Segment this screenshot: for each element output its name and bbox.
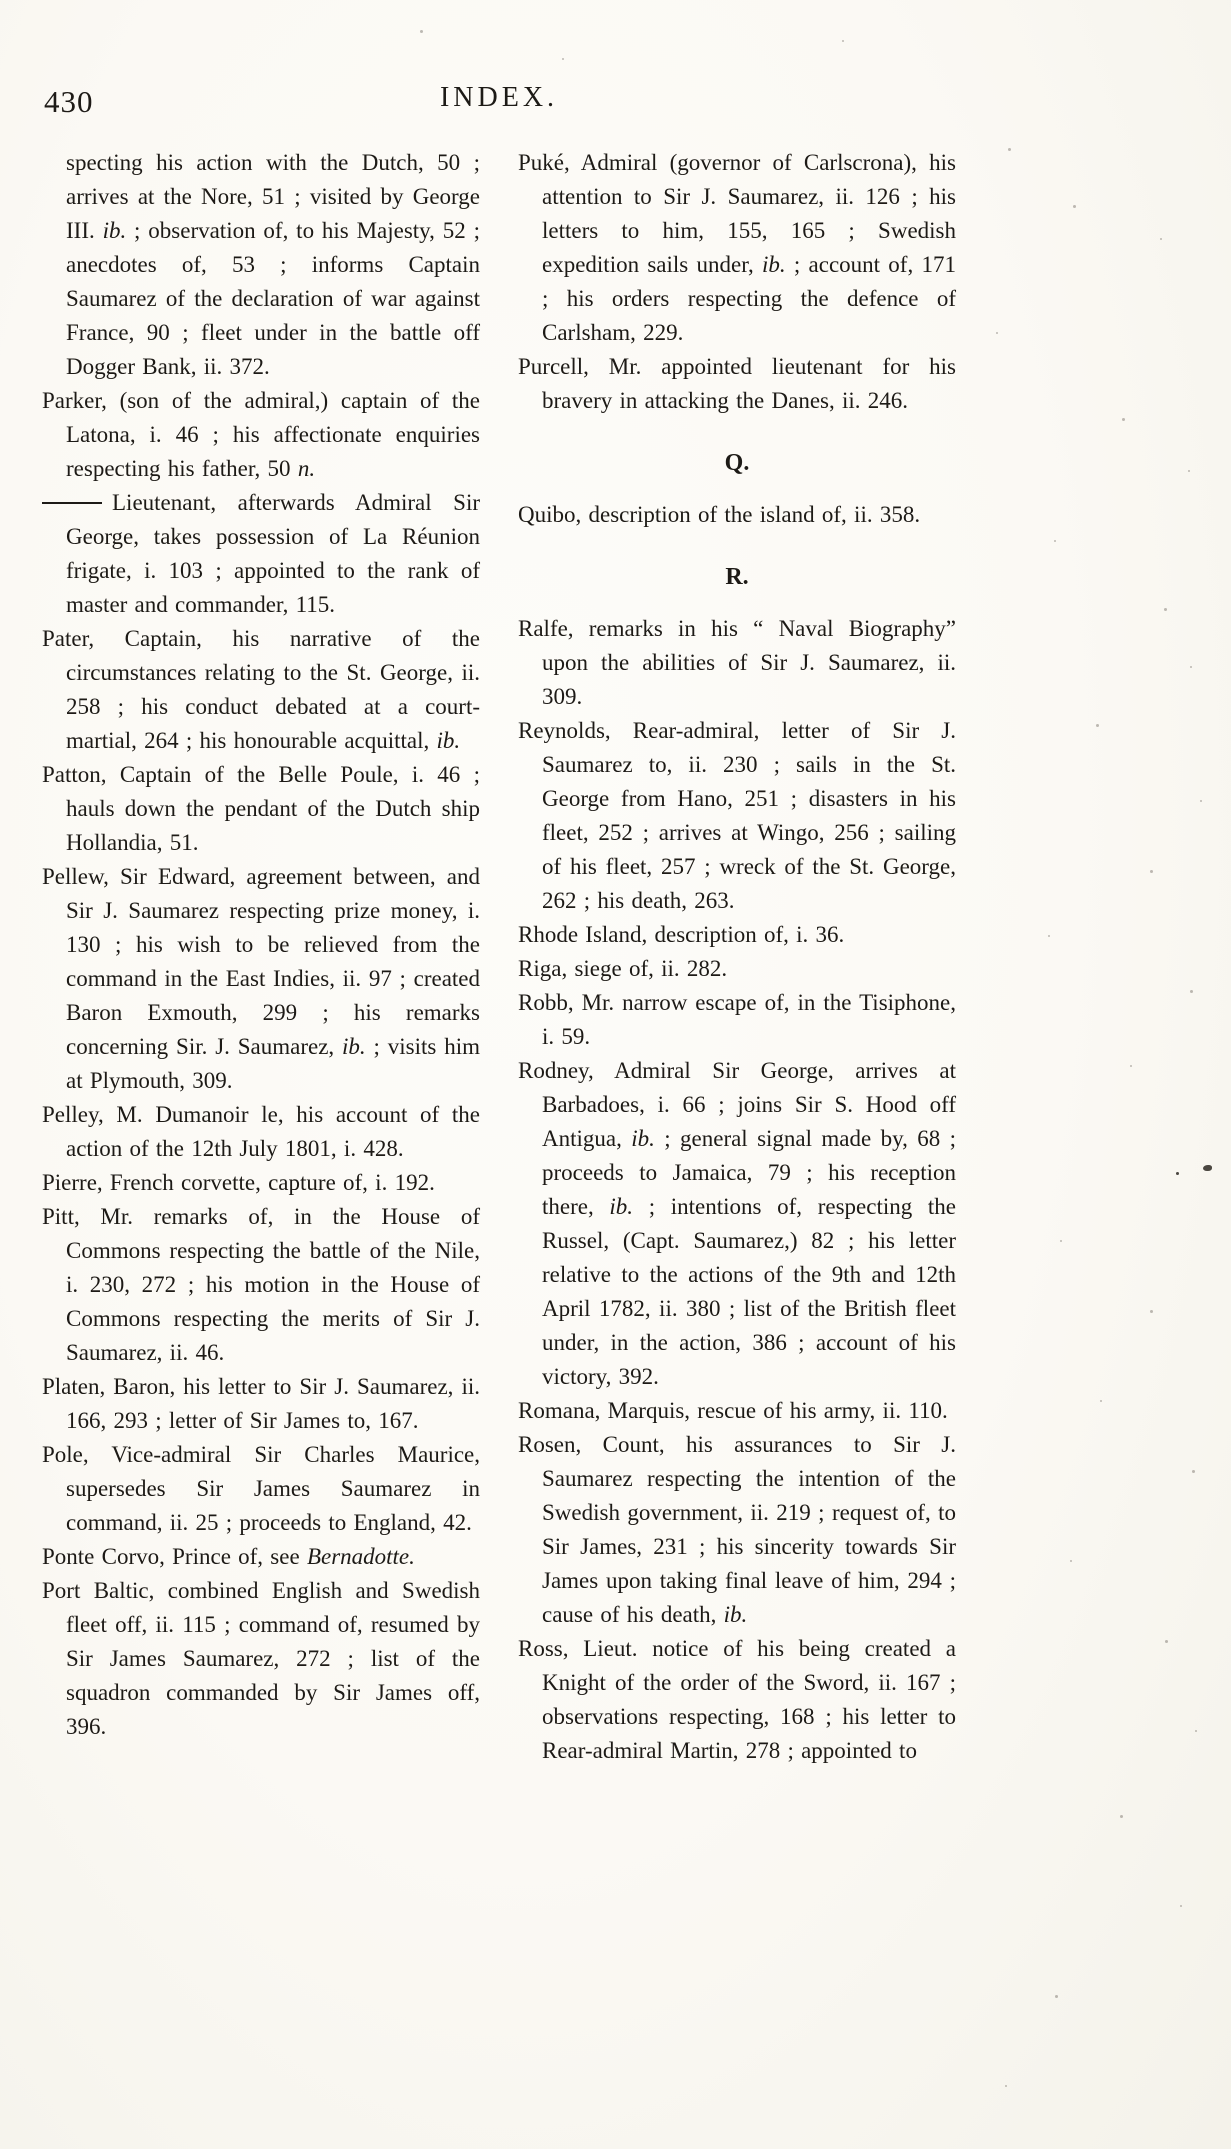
index-entry: Parker, (son of the admiral,) captain of the Latona, i. 46 ; his affectionate enquiries respecting his father, 50 n. bbox=[42, 388, 480, 481]
speckle bbox=[1120, 1815, 1123, 1818]
speckle bbox=[1150, 1310, 1153, 1313]
speckle bbox=[1195, 1730, 1197, 1732]
speckle bbox=[1130, 1065, 1132, 1067]
section-heading: R. bbox=[725, 564, 749, 590]
section-heading: Q. bbox=[724, 450, 750, 476]
ink-blot bbox=[1176, 1172, 1179, 1175]
speckle bbox=[996, 332, 998, 334]
speckle bbox=[1150, 870, 1153, 873]
index-entry: Ponte Corvo, Prince of, see Bernadotte. bbox=[42, 1544, 415, 1569]
page-number: 430 bbox=[44, 84, 94, 119]
index-entry: Pelley, M. Dumanoir le, his account of the action of the 12th July 1801, i. 428. bbox=[42, 1102, 480, 1161]
index-entry: Platen, Baron, his letter to Sir J. Saumarez, ii. 166, 293 ; letter of Sir James to, 167. bbox=[42, 1374, 480, 1433]
speckle bbox=[1190, 990, 1193, 993]
speckle bbox=[842, 40, 844, 42]
speckle bbox=[1100, 1400, 1102, 1402]
speckle bbox=[1008, 148, 1011, 151]
index-entry: Port Baltic, combined English and Swedish fleet off, ii. 115 ; command of, resumed by Sir James Saumarez, 272 ; list of the squadron commanded by Sir James off, 396. bbox=[42, 1578, 480, 1739]
index-entry: Ross, Lieut. notice of his being created a Knight of the order of the Sword, ii. 167 ; observations respecting, 168 ; his letter to Rear-admiral Martin, 278 ; appointed to bbox=[518, 1636, 956, 1763]
speckle bbox=[1164, 608, 1167, 611]
index-entry: Purcell, Mr. appointed lieutenant for his bravery in attacking the Danes, ii. 246. bbox=[518, 354, 956, 413]
speckle bbox=[1200, 800, 1202, 802]
index-entry: Rosen, Count, his assurances to Sir J. Saumarez respecting the intention of the Swedish government, ii. 219 ; request of, to Sir James, 231 ; his sincerity towards Sir James upon taking final leave of him, 294 ; cause of his death, ib. bbox=[518, 1432, 956, 1627]
index-columns bbox=[42, 146, 956, 1768]
index-entry: Patton, Captain of the Belle Poule, i. 46 ; hauls down the pendant of the Dutch ship Hollandia, 51. bbox=[42, 762, 480, 855]
speckle bbox=[1160, 238, 1162, 240]
speckle bbox=[1122, 418, 1125, 421]
running-title: INDEX. bbox=[439, 82, 559, 113]
speckle bbox=[1165, 1640, 1168, 1643]
speckle bbox=[1180, 1905, 1182, 1907]
index-entry: Pierre, French corvette, capture of, i. 192. bbox=[42, 1170, 435, 1195]
ink-blot bbox=[1203, 1165, 1212, 1171]
speckle bbox=[1060, 1240, 1062, 1242]
index-entry: Pitt, Mr. remarks of, in the House of Commons respecting the battle of the Nile, i. 230, 272 ; his motion in the House of Commons respecting the merits of Sir J. Saumarez, ii. 46. bbox=[42, 1204, 480, 1365]
index-entry: Pole, Vice-admiral Sir Charles Maurice, supersedes Sir James Saumarez in command, ii. 25 ; proceeds to England, 42. bbox=[42, 1442, 480, 1535]
speckle bbox=[420, 30, 423, 33]
index-entry: specting his action with the Dutch, 50 ; arrives at the Nore, 51 ; visited by George III. ib. ; observation of, to his Majesty, 52 ; anecdotes of, 53 ; informs Captain Saumarez of the declaration of war against France, 90 ; fleet under in the battle off Dogger Bank, ii. 372. bbox=[66, 150, 480, 379]
speckle bbox=[1096, 724, 1099, 727]
speckle bbox=[1054, 540, 1056, 542]
index-entry: Reynolds, Rear-admiral, letter of Sir J. Saumarez to, ii. 230 ; sails in the St. George from Hano, 251 ; disasters in his fleet, 252 ; arrives at Wingo, 256 ; sailing of his fleet, 257 ; wreck of the St. George, 262 ; his death, 263. bbox=[518, 718, 956, 913]
index-entry: Pater, Captain, his narrative of the circumstances relating to the St. George, ii. 258 ; his conduct debated at a court-martial, 264 ; his honourable acquittal, ib. bbox=[42, 626, 480, 753]
index-entry: Pellew, Sir Edward, agreement between, and Sir J. Saumarez respecting prize money, i. 130 ; his wish to be relieved from the command in the East Indies, ii. 97 ; created Baron Exmouth, 299 ; his remarks concerning Sir. J. Saumarez, ib. ; visits him at Plymouth, 309. bbox=[42, 864, 480, 1093]
index-entry: Puké, Admiral (governor of Carlscrona), his attention to Sir J. Saumarez, ii. 126 ; his letters to him, 155, 165 ; Swedish expedition sails under, ib. ; account of, 171 ; his orders respecting the defence of Carlsham, 229. bbox=[518, 150, 956, 345]
column-right bbox=[518, 146, 956, 1768]
page-header bbox=[42, 82, 956, 124]
speckle bbox=[1070, 1560, 1072, 1562]
index-entry: Rodney, Admiral Sir George, arrives at Barbadoes, i. 66 ; joins Sir S. Hood off Antigua, ib. ; general signal made by, 68 ; proceeds to Jamaica, 79 ; his reception there, ib. ; intentions of, respecting the Russel, (Capt. Saumarez,) 82 ; his letter relative to the actions of the 9th and 12th April 1782, ii. 380 ; list of the British fleet under, in the action, 386 ; account of his victory, 392. bbox=[518, 1058, 956, 1389]
index-entry: Rhode Island, description of, i. 36. bbox=[518, 922, 845, 947]
speckle bbox=[1073, 205, 1076, 208]
speckle bbox=[1055, 1995, 1058, 1998]
speckle bbox=[1188, 470, 1190, 472]
speckle bbox=[1048, 935, 1050, 937]
index-entry: Riga, siege of, ii. 282. bbox=[518, 956, 728, 981]
index-entry: Lieutenant, afterwards Admiral Sir George, takes possession of La Réunion frigate, i. 103 ; appointed to the rank of master and commander, 115. bbox=[42, 486, 480, 622]
index-entry: Robb, Mr. narrow escape of, in the Tisiphone, i. 59. bbox=[518, 990, 956, 1049]
text-block bbox=[42, 82, 956, 1768]
ditto-dash bbox=[42, 502, 102, 504]
index-entry: Ralfe, remarks in his “ Naval Biography” upon the abilities of Sir J. Saumarez, ii. 309. bbox=[518, 616, 956, 709]
column-left bbox=[42, 146, 480, 1768]
index-entry: Romana, Marquis, rescue of his army, ii. 110. bbox=[518, 1398, 948, 1423]
speckle bbox=[562, 58, 564, 60]
speckle bbox=[1190, 666, 1192, 668]
index-entry: Quibo, description of the island of, ii. 358. bbox=[518, 502, 921, 527]
speckle bbox=[1192, 1470, 1195, 1473]
speckle bbox=[1005, 2085, 1007, 2087]
